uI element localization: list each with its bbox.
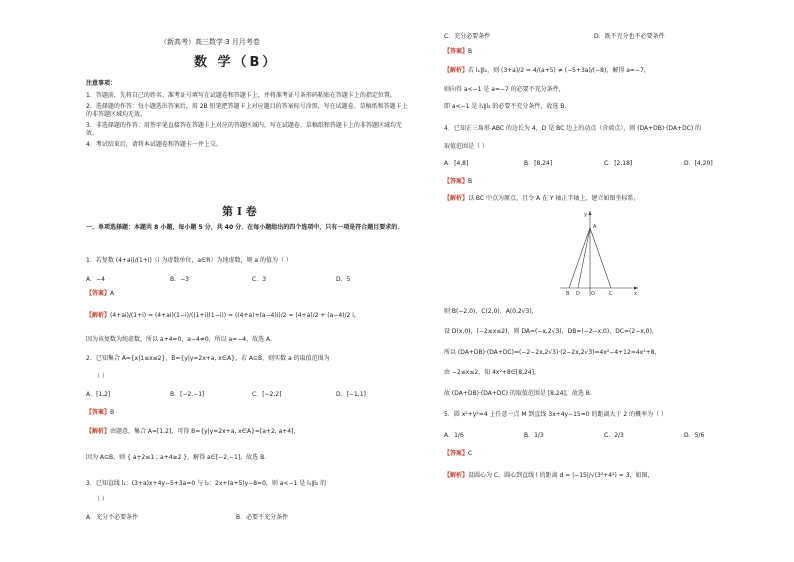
q1-option-d: D．5 bbox=[336, 276, 351, 283]
y-axis-arrow bbox=[589, 211, 592, 215]
q4-option-b: B．[8,24] bbox=[524, 160, 553, 167]
q2-analysis-2: 因为 A⊆B，则 { a+2≤1 ; a+4≥2 }，解得 a∈[−2,−1]，故选 B． bbox=[86, 454, 271, 461]
q1-option-c: C．3 bbox=[252, 276, 267, 283]
q3-option-b: B．必要不充分条件 bbox=[236, 514, 289, 521]
q2-paren: （ ） bbox=[94, 373, 108, 380]
q2-option-d: D．[−1,1] bbox=[336, 391, 366, 398]
q2-stem: 2．已知集合 A={x|1≤x≤2}，B={y|y=2x+a, x∈A}，若 A⊆B，则实数 a 的取值范围为 bbox=[86, 355, 330, 362]
label-x: x bbox=[634, 291, 637, 297]
q5-analysis-1 bbox=[444, 472, 654, 480]
q4-analysis-1 bbox=[444, 195, 639, 203]
q2-option-b: B．[−2,−1] bbox=[170, 391, 205, 398]
q1-analysis-2: 因为该复数为纯虚数，所以 a+4=0，a−4≠0，所以 a=−4，故选 A． bbox=[86, 336, 277, 343]
q5-option-b: B．1/3 bbox=[524, 432, 544, 439]
q1-answer bbox=[86, 290, 114, 298]
analysis-label: 【解析】 bbox=[444, 472, 469, 479]
right-column bbox=[430, 0, 760, 562]
section-intro: 一、单项选择题：本题共 8 小题，每小题 5 分，共 40 分．在每小题给出的四个选项中，只有一项是符合题目要求的． bbox=[86, 224, 404, 231]
q3-analysis-3: 即 a<−1 是 l₁∥l₂ 的必要不充分条件，故选 B． bbox=[444, 103, 571, 110]
q1-answer-value: A bbox=[110, 290, 115, 297]
q4-analysis-3: 设 D(x,0)，(−2≤x≤2)，则 DA=(−x,2√3)，DB=(−2−x,0)，DC=(2−x,0)， bbox=[444, 328, 658, 335]
notice-item: 2．选择题的作答：每小题选出答案后，用 2B 铅笔把答题卡上对应题目的答案标号涂黑，写在试题卷、草稿纸和答题卡上的非答题区域均无效。 bbox=[86, 103, 408, 118]
q1-option-a: A．−4 bbox=[86, 276, 105, 283]
label-b: B bbox=[566, 291, 570, 297]
answer-label: 【答案】 bbox=[86, 409, 111, 416]
q4-analysis-5: 由 −2≤x≤2，知 4x²+8∈[8,24]， bbox=[444, 369, 540, 376]
q2-option-a: A．[1,2] bbox=[86, 391, 111, 398]
side-ac bbox=[590, 228, 611, 288]
q1-option-b: B．−3 bbox=[170, 276, 189, 283]
q5-answer bbox=[444, 450, 472, 458]
q5-answer-value: C bbox=[468, 450, 473, 457]
q4-answer bbox=[444, 178, 472, 186]
label-o: O bbox=[591, 291, 595, 297]
answer-label: 【答案】 bbox=[444, 48, 469, 55]
q1-analysis-1 bbox=[86, 312, 360, 320]
q4-stem-2: 取值范围是（ ） bbox=[444, 143, 488, 150]
left-column bbox=[86, 0, 408, 562]
q3-stem: 3．已知直线 l₁：(3+a)x+4y−5+3a=0 与 l₂：2x+(a+5)y−8=0，则 a<−1 是 l₁∥l₂ 的 bbox=[86, 480, 327, 487]
q4-option-a: A．[4,8] bbox=[444, 160, 469, 167]
q2-option-c: C．[−2,2] bbox=[252, 391, 282, 398]
notice-item: 4．考试结束后，请将本试题卷和答题卡一并上交。 bbox=[86, 141, 222, 148]
q3-analysis-1 bbox=[444, 67, 650, 75]
answer-label: 【答案】 bbox=[444, 450, 469, 457]
q5-option-d: D．5/6 bbox=[684, 432, 705, 439]
notice-title: 注意事项： bbox=[86, 80, 117, 87]
q3-option-d: D．既不充分也不必要条件 bbox=[594, 33, 665, 40]
q5-option-c: C．2/3 bbox=[604, 432, 624, 439]
exam-title: （新高考）高三数学 3 月月考卷 bbox=[160, 38, 260, 46]
q1-stem: 1．若复数 (4+ai)/(1+i)（i 为虚数单位，a∈R）为纯虚数，则 a 的值为（ ） bbox=[86, 257, 292, 264]
q3-analysis-2: 则向得 a<−1 是 a=−7 的必要不充分条件， bbox=[444, 86, 565, 93]
q5-option-a: A．1/6 bbox=[444, 432, 464, 439]
notice-item: 1．答题前，先将自己的姓名、准考证号填写在试题卷和答题卡上，并将准考证号条形码粘贴在答题卡上的指定位置。 bbox=[86, 92, 396, 99]
q4-stem: 4．已知正三角形 ABC 的边长为 4，D 是 BC 边上的动点（含端点），则 (DA+DB)·(DA+DC) 的 bbox=[444, 125, 702, 132]
q4-analysis-text: 以 BC 中点为原点，且令 A 在 Y 轴正半轴上，建立如图坐标系， bbox=[468, 195, 640, 202]
section-title: 第 Ⅰ 卷 bbox=[222, 205, 257, 218]
q3-answer bbox=[444, 48, 472, 56]
q3-paren: （ ） bbox=[94, 496, 108, 503]
q4-option-d: D．[4,20] bbox=[684, 160, 713, 167]
subject-title: 数 学（B） bbox=[194, 55, 279, 70]
analysis-label: 【解析】 bbox=[444, 195, 469, 202]
x-axis-arrow bbox=[634, 287, 638, 290]
q3-option-a: A．充分不必要条件 bbox=[86, 514, 139, 521]
q1-analysis-text: (4+ai)/(1+i) = (4+ai)(1−i)/((1+i)(1−i)) = ((4+a)+(a−4)i)/2 = (4+a)/2 + (a−4)/2 i， bbox=[110, 312, 360, 319]
q4-analysis-4: 所以 (DA+DB)·(DA+DC)=(−2−2x,2√3)·(2−2x,2√3)=4x²−4+12=4x²+8， bbox=[444, 349, 661, 356]
answer-label: 【答案】 bbox=[86, 290, 111, 297]
notice-list bbox=[86, 92, 408, 152]
label-c: C bbox=[609, 291, 613, 297]
q3-analysis-text: 若 l₁∥l₂，则 (3+a)/2 = 4/(a+5) ≠ (−5+3a)/(−8)，解得 a=−7， bbox=[468, 67, 650, 74]
q4-answer-value: B bbox=[468, 178, 473, 185]
analysis-label: 【解析】 bbox=[86, 312, 111, 319]
notice-item: 3．非选择题的作答：用签字笔直接答在答题卡上对应的答题区域内。写在试题卷、草稿纸和答题卡上的非答题区域均无效。 bbox=[86, 122, 402, 137]
q2-answer bbox=[86, 409, 114, 417]
label-d: D bbox=[576, 291, 580, 297]
q2-answer-value: B bbox=[110, 409, 115, 416]
q2-analysis-text: 由题意，集合 A=[1,2]，可得 B={y|y=2x+a, x∈A}=[a+2, a+4]， bbox=[110, 428, 300, 435]
label-y: y bbox=[584, 212, 587, 218]
analysis-label: 【解析】 bbox=[86, 428, 111, 435]
q4-option-c: C．[2,18] bbox=[604, 160, 633, 167]
label-a: A bbox=[593, 224, 597, 230]
q2-analysis-1 bbox=[86, 428, 299, 436]
q5-stem: 5．圆 x²+y²=4 上任意一点 M 到直线 3x+4y−15=0 的距离大于 2 的概率为（ ） bbox=[444, 411, 668, 418]
q3-option-c: C．充分必要条件 bbox=[444, 33, 491, 40]
coordinate-figure bbox=[556, 208, 640, 298]
q4-analysis-6: 故 (DA+DB)·(DA+DC) 的取值范围是 [8,24]，故选 B． bbox=[444, 390, 596, 397]
q4-analysis-2: 则 B(−2,0)，C(2,0)，A(0,2√3)， bbox=[444, 308, 538, 315]
answer-label: 【答案】 bbox=[444, 178, 469, 185]
analysis-label: 【解析】 bbox=[444, 67, 469, 74]
q5-analysis-text: 设圆心为 C，圆心到直线 l 的距离 d = |−15|/√(3²+4²) = 3，如图， bbox=[468, 472, 654, 479]
q3-answer-value: B bbox=[468, 48, 473, 55]
